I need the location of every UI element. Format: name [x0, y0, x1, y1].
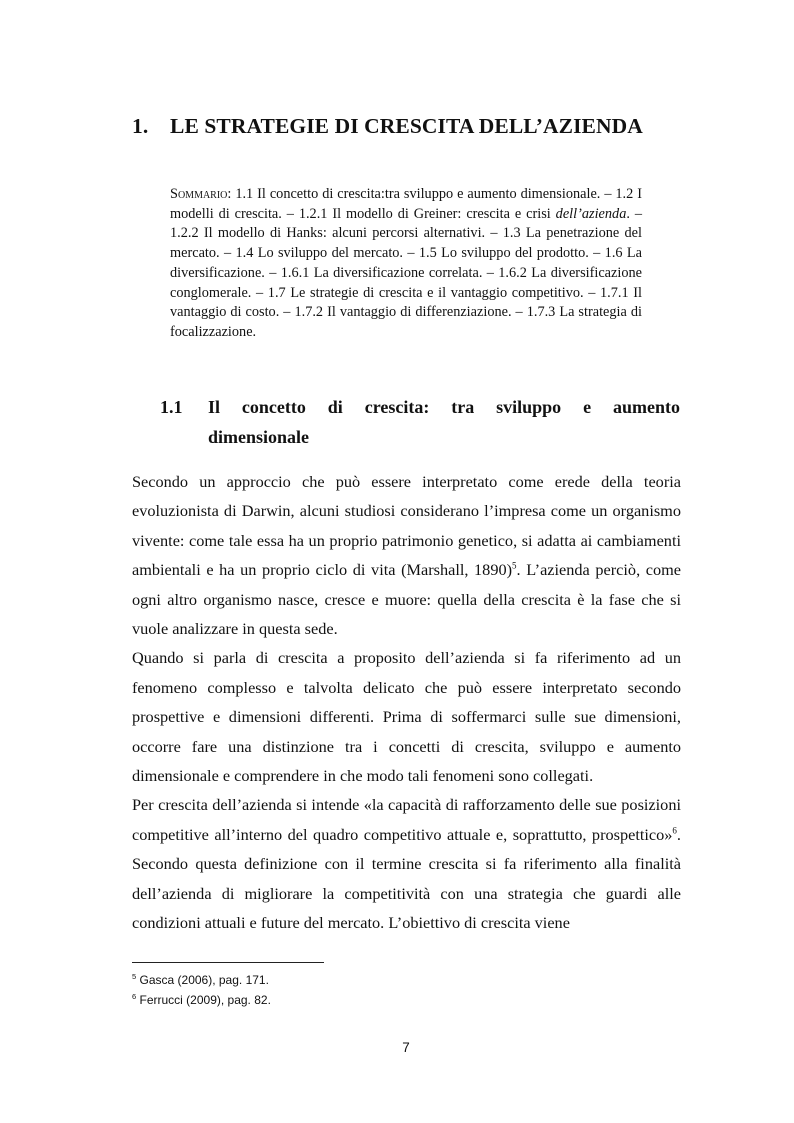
section-title-line-1: Il concetto di crescita: tra sviluppo e aumento — [208, 397, 680, 417]
summary-text-italic: dell’azienda — [555, 205, 627, 222]
section-number: 1.1 — [160, 397, 183, 417]
summary-label: Sommario — [170, 186, 228, 202]
section-heading — [160, 392, 680, 452]
paragraph-3-text-end: . Secondo questa definizione con il termine crescita si fa riferimento alla finalità dell’azienda di migliorare la competitività con una strategia che guardi alle condizioni attuali e future del mercato. L’obiettivo di crescita viene — [132, 824, 681, 933]
footnote — [132, 990, 632, 1010]
chapter-summary — [170, 185, 642, 343]
page-number: 7 — [402, 1040, 410, 1055]
section-title — [208, 392, 680, 452]
chapter-heading — [132, 114, 692, 139]
footnote-ref-6[interactable]: 6 — [672, 825, 677, 836]
paragraph-1-text-end: . L’azienda perciò, come ogni altro organismo nasce, cresce e muore: quella della crescita è la fase che si vuole analizzare in questa sede. — [132, 560, 681, 639]
body-text — [132, 467, 681, 938]
paragraph-1-text: Secondo un approccio che può essere interpretato come erede della teoria evoluzionista di Darwin, alcuni studiosi considerano l’impresa come un organismo vivente: come tale essa ha un proprio patrimonio genetico, si adatta ai cambiamenti ambientali e ha un proprio ciclo di vita (Marshall, 1890) — [132, 472, 681, 580]
paragraph-2: Quando si parla di crescita a proposito dell’azienda si fa riferimento ad un fenomeno complesso e talvolta delicato che può essere interpretato secondo prospettive e dimensioni differenti. Prima di soffermarci sulle sue dimensioni, occorre fare una distinzione tra i concetti di crescita, sviluppo e aumento dimensionale e comprendere in che modo tali fenomeni sono collegati. — [132, 648, 681, 786]
footnote-text: Gasca (2006), pag. 171. — [136, 973, 269, 987]
paragraph-3 — [132, 790, 681, 937]
chapter-title: LE STRATEGIE DI CRESCITA DELL’AZIENDA — [170, 114, 643, 138]
chapter-number: 1. — [132, 114, 149, 138]
footnotes — [132, 970, 632, 1010]
footnote-ref-5[interactable]: 5 — [512, 560, 517, 571]
footnote-mark: 6 — [132, 992, 137, 1001]
footnote — [132, 970, 632, 990]
paragraph-1 — [132, 467, 681, 643]
footnote-mark: 5 — [132, 972, 137, 981]
paragraph-3-text: Per crescita dell’azienda si intende «la capacità di rafforzamento delle sue posizioni competitive all’interno del quadro competitivo attuale e, soprattutto, prospettico» — [132, 795, 681, 844]
summary-text-2: . – 1.2.2 Il modello di Hanks: alcuni percorsi alternativi. – 1.3 La penetrazione del mercato. – 1.4 Lo sviluppo del mercato. – 1.5 Lo sviluppo del prodotto. – 1.6 La diversificazione. – 1.6.1 La diversificazione correlata. – 1.6.2 La diversificazione conglomerale. – 1.7 Le strategie di crescita e il vantaggio competitivo. – 1.7.1 Il vantaggio di costo. – 1.7.2 Il vantaggio di differenziazione. – 1.7.3 La strategia di focalizzazione. — [170, 205, 642, 340]
footnote-divider — [132, 962, 324, 963]
summary-text-1: : 1.1 Il concetto di crescita:tra sviluppo e aumento dimensionale. – 1.2 I modelli di crescita. – 1.2.1 Il modello di Greiner: crescita e crisi — [170, 186, 642, 222]
footnote-text: Ferrucci (2009), pag. 82. — [136, 993, 271, 1007]
section-title-line-2: dimensionale — [208, 427, 310, 447]
